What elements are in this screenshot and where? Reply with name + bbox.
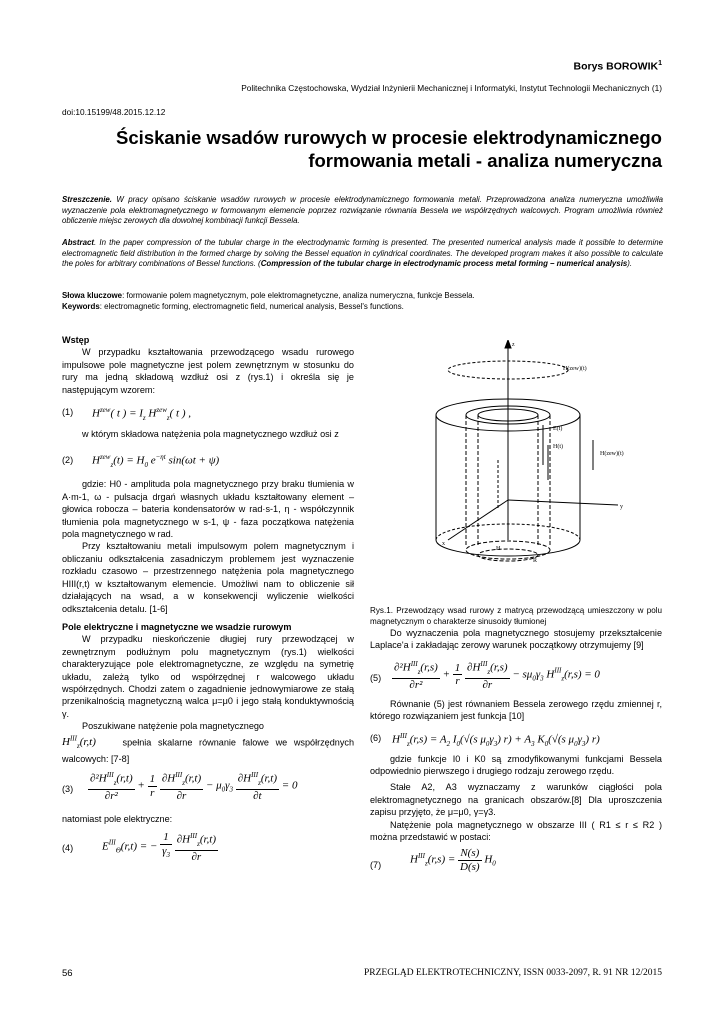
paragraph: $H^{III}_z(r,t)$ spełnia skalarne równanie falowe we współrzędnych walcowych: [7-8] — [62, 734, 355, 764]
right-column — [370, 606, 662, 883]
section-heading-fields: Pole elektryczne i magnetyczne we wsadzie rurowym — [62, 621, 292, 632]
svg-text:H: H — [496, 546, 501, 552]
equation-7: (7) $H^{III}_z(r,s)$ = $\frac{N(s)}{D(s)}$ $H_0$ — [370, 847, 496, 873]
svg-text:z: z — [512, 342, 515, 348]
figure-caption: Rys.1. Przewodzący wsad rurowy z matrycą przewodzącą umieszczony w polu magnetycznym o charakterze sinusoidy tłumionej — [370, 606, 662, 626]
paragraph: Natężenie pola magnetycznego w obszarze III ( R1 ≤ r ≤ R2 ) można przedstawić w postaci: — [370, 819, 662, 843]
title-line-2: formowania metali - analiza numeryczna — [308, 150, 662, 171]
svg-text:y: y — [620, 504, 623, 510]
svg-text:H(zew)(t): H(zew)(t) — [563, 366, 587, 372]
page-number: 56 — [62, 968, 73, 979]
equation-4: (4) $E^{III}_\Theta(r,t)$ = − $\frac{1}{\gamma_3}$ $\frac{\partial H^{III}_z(r,t)}{\partial r}$ — [62, 831, 217, 863]
paragraph: gdzie funkcje I0 i K0 są zmodyfikowanymi funkcjami Bessela odpowiednio pierwszego i drugiego rodzaju zerowego rzędu. — [370, 753, 662, 777]
affiliation: Politechnika Częstochowska, Wydział Inżynierii Mechanicznej i Informatyki, Instytut Technologii Mechanicznych (1) — [241, 83, 662, 93]
doi: doi:10.15199/48.2015.12.12 — [62, 107, 166, 117]
equation-5: (5) $\frac{\partial^2H^{III}_z(r,s)}{\text{∂r²}}$ + $\frac{1}{r}$ $\frac{\partial H^{III}_z(r,s)}{\partial r}$ − $s\mu_0\gamma_3$ $H^{III}_z(r,s) = 0$ — [370, 659, 600, 692]
equation-1: (1) $H^{zew}$( t ) = $I_z$ $H^{zew}_z$( t ) , — [62, 406, 191, 422]
paragraph: w którym składowa natężenia pola magnetycznego wzdłuż osi z — [82, 429, 339, 440]
paragraph: Stałe A2, A3 wyznaczamy z warunków ciągłości pola elektromagnetycznego na granicach obszarów.[8] Dla uproszczenia zapisu przyjęto, że μ=μ0, γ=γ3. — [370, 782, 662, 818]
figure-tube-diagram — [378, 340, 658, 600]
svg-text:H(t): H(t) — [553, 444, 563, 450]
paragraph: W przypadku nieskończenie długiej rury przewodzącej w zewnętrznym podłużnym polu magnetycznym (rys.1) wielkości charakteryzujące pole elektromagnetyczne, ze względu na symetrię układu, zależą tylko od współrzędnej r walcowego układu współrzędnych. Chodzi zatem o zagadnienie jednowymiarowe ze stałą przenikalnością magnetyczną walca μ=μ0 i jego stałą konduktywnością γ. — [62, 634, 354, 719]
paragraph: Równanie (5) jest równaniem Bessela zerowego rzędu zmiennej r, którego rozwiązaniem jest funkcja [10] — [370, 698, 662, 722]
svg-text:E(t): E(t) — [553, 426, 563, 432]
journal-footer: PRZEGLĄD ELEKTROTECHNICZNY, ISSN 0033-2097, R. 91 NR 12/2015 — [363, 968, 662, 978]
paragraph: Przy kształtowaniu metali impulsowym polem magnetycznym i obliczaniu odkształcenia zasadniczym problemem jest wyznaczenie rozkładu czasowo – przestrzennego natężenia pola magnetycznego HIII(r,t) w kształtowanym elemencie. Umożliwi nam to obliczenie sił działających na wsad, a w konsekwencji wyliczenie wielkości odkształcenia detalu. [1-6] — [62, 541, 354, 614]
svg-text:x: x — [442, 541, 445, 547]
left-column — [62, 334, 354, 866]
svg-text:R: R — [533, 558, 538, 564]
title-line-1: Ściskanie wsadów rurowych w procesie elektrodynamicznego — [116, 127, 662, 148]
paragraph: Do wyznaczenia pola magnetycznego stosujemy przekształcenie Laplace'a i zakładając zerowy warunek początkowy otrzymujemy [9] — [370, 628, 662, 651]
keywords-en: Keywords: electromagnetic forming, electromagnetic field, numerical analysis, Bessel's functions. — [62, 302, 404, 311]
paragraph: Poszukiwane natężenie pola magnetycznego — [82, 721, 264, 732]
author-name: Borys BOROWIK$^1$ — [573, 60, 662, 73]
equation-2: (2) $H^{zew}_z(t) = H_0$ $e^{-\eta t}$ sin(ωt + ψ) — [62, 453, 220, 470]
equation-3: (3) $\frac{\partial^2H^{III}_z(r,t)}{\text{∂r²}}$ + $\frac{1}{r}$ $\frac{\partial H^{III}_z(r,t)}{\partial r}$ − $\mu_0\gamma_3$ $\frac{\partial H^{III}_z(r,t)}{\partial t}$ = 0 — [62, 771, 298, 803]
equation-6: (6) $H^{III}_z(r,s) = A_2$ $I_0(√(s$ $\mu_0\gamma_3$) $r) + A_3$ $K_0(√(s$ $\mu_0\gamma_3$) r) — [370, 731, 600, 748]
paper-title — [62, 126, 662, 172]
section-heading-intro: Wstęp — [62, 335, 90, 345]
svg-text:H(zew)(t): H(zew)(t) — [600, 451, 624, 457]
keywords-pl: Słowa kluczowe: formowanie polem magnetycznym, pole elektromagnetyczne, analiza numeryczna, funkcje Bessela. — [62, 291, 475, 300]
paragraph: natomiast pole elektryczne: — [62, 814, 173, 825]
streszczenie: Streszczenie. W pracy opisano ściskanie wsadów rurowych w procesie elektrodynamicznego formowania metali. Przeprowadzona analiza numeryczna umożliwiła wyznaczenie pola elektromagnetycznego w formowanym elemencie poprzez rozwiązanie równania Bessela we współrzędnych walcowych. Program umożliwia również obliczenie miejsc zerowych dla dowolnej kombinacji funkcji Bessela. — [62, 195, 663, 226]
paragraph: W przypadku kształtowania przewodzącego wsadu rurowego impulsowe pole magnetyczne jest polem zewnętrznym w stosunku do rury ma jedną składową wzdłuż osi z (rys.1) i określa się je następującym wzorem: — [62, 347, 354, 395]
paragraph: gdzie: H0 - amplituda pola magnetycznego przy braku tłumienia w A·m-1, ω - pulsacja drgań własnych układu kształtowany element – głowica robocza – bateria kondensatorów w rad·s-1, η - współczynnik tłumienia pola magnetycznego w s-1, ψ - faza początkowa natężenia pola magnetycznego w rad. — [62, 479, 354, 540]
abstract: Abstract. In the paper compression of the tubular charge in the electrodynamic forming is presented. The presented numerical analysis made it possible to determine electromagnetic field distribution in the formed charge by solving the Bessel equation in cylindrical coordinates. The developed program makes it also possible to calculate the poles for arbitrary combinations of Bessel functions. (Compression of the tubular charge in electrodynamic process metal forming – numerical analysis). — [62, 238, 663, 269]
